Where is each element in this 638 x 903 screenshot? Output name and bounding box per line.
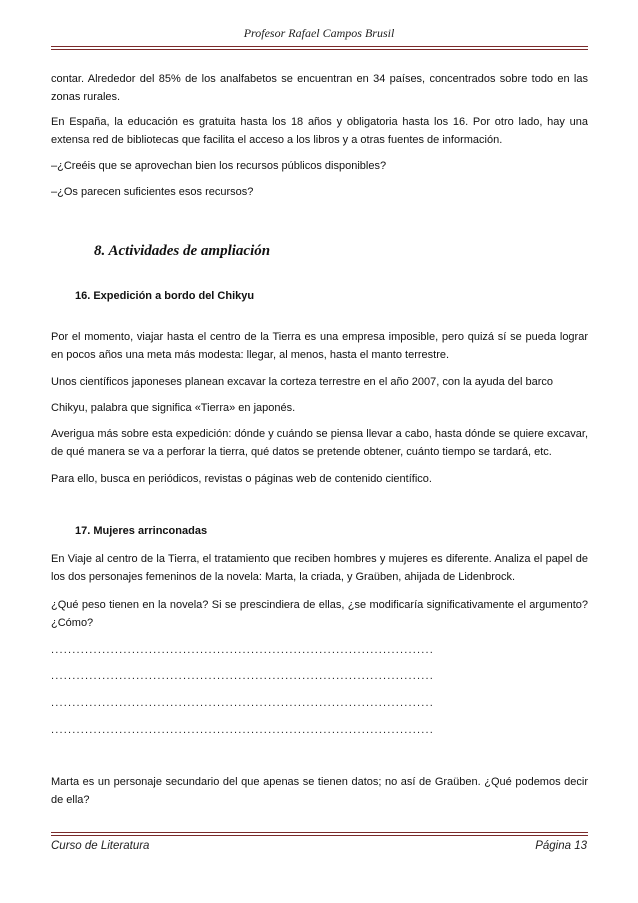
activity-17-paragraph-1: En Viaje al centro de la Tierra, el tratamiento que reciben hombres y mujeres es diferente. Analiza el papel de los dos personajes femeninos de la novela: Marta, la criada, y Graüben, ahijada de Lidenbrock. [51, 553, 588, 583]
paragraph-spain: En España, la educación es gratuita hasta los 18 años y obligatoria hasta los 16. Por otro lado, hay una extensa red de bibliotecas que facilita el acceso a los libros y a otras fuentes de información. [51, 116, 588, 146]
answer-line: .......................................................................................... [51, 670, 435, 682]
footer-page-number: Página 13 [535, 840, 587, 852]
activity-17-paragraph-3: Marta es un personaje secundario del que apenas se tienen datos; no así de Graüben. ¿Qué podemos decir de ella? [51, 776, 588, 806]
question-resources-enough: –¿Os parecen suficientes esos recursos? [51, 186, 254, 198]
activity-16-paragraph-1: Por el momento, viajar hasta el centro de la Tierra es una empresa imposible, pero quizá sí se pueda lograr en pocos años una meta más modesta: llegar, al menos, hasta el manto terrestre. [51, 331, 588, 361]
answer-line: .......................................................................................... [51, 724, 435, 736]
activity-16-paragraph-2: Unos científicos japoneses planean excavar la corteza terrestre en el año 2007, con la ayuda del barco [51, 376, 554, 388]
activity-16-paragraph-5: Para ello, busca en periódicos, revistas o páginas web de contenido científico. [51, 473, 432, 485]
page-header: Profesor Rafael Campos Brusil [243, 26, 395, 40]
question-resources-used: –¿Creéis que se aprovechan bien los recursos públicos disponibles? [51, 160, 387, 172]
activity-17-title: 17. Mujeres arrinconadas [75, 525, 208, 537]
footer-rule [51, 835, 588, 836]
header-rule-thin [51, 49, 588, 50]
header-rule [51, 46, 588, 47]
section-heading: 8. Actividades de ampliación [94, 243, 271, 259]
answer-line: .......................................................................................... [51, 697, 435, 709]
footer-course: Curso de Literatura [51, 840, 150, 852]
footer-rule-thin [51, 832, 588, 833]
activity-16-paragraph-3: Chikyu, palabra que significa «Tierra» en japonés. [51, 402, 296, 414]
answer-line: .......................................................................................... [51, 644, 435, 656]
activity-16-title: 16. Expedición a bordo del Chikyu [75, 290, 255, 302]
paragraph-intro: contar. Alrededor del 85% de los analfabetos se encuentran en 34 países, concentrados sobre todo en las zonas rurales. [51, 73, 588, 103]
activity-17-paragraph-2: ¿Qué peso tienen en la novela? Si se prescindiera de ellas, ¿se modificaría significativamente el argumento? ¿Cómo? [51, 599, 588, 629]
activity-16-paragraph-4: Averigua más sobre esta expedición: dónde y cuándo se piensa llevar a cabo, hasta dónde se quiere excavar, de qué manera se va a perforar la tierra, qué datos se pretende obtener, cuánto tiempo se tardará, etc. [51, 428, 588, 458]
